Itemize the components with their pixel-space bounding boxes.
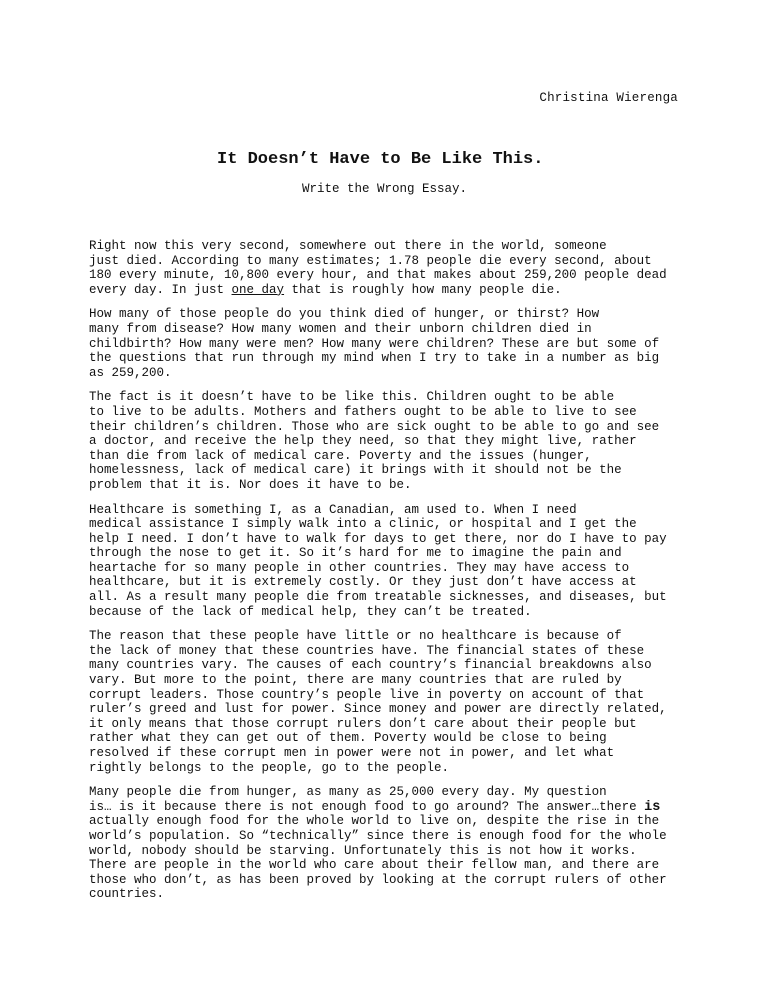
text-line: homelessness, lack of medical care) it brings with it should not be the [89, 463, 622, 478]
text-line: rather what they can get out of them. Poverty would be close to being [89, 731, 607, 746]
text-line: it only means that those corrupt rulers don’t care about their people but [89, 716, 637, 731]
text-line: the lack of money that these countries have. The financial states of these [89, 643, 645, 658]
text-line: to live to be adults. Mothers and fathers ought to be able to live to see [89, 404, 637, 419]
paragraph-5 [89, 629, 689, 775]
text-line: because of the lack of medical help, they can’t be treated. [89, 604, 532, 619]
text-line [89, 283, 689, 298]
text-line: healthcare, but it is extremely costly. Or they just don’t have access at [89, 575, 637, 590]
text-line: The fact is it doesn’t have to be like this. Children ought to be able [89, 390, 615, 405]
text-line: their children’s children. Those who are sick ought to be able to go and see [89, 419, 660, 434]
text-line: vary. But more to the point, there are many countries that are ruled by [89, 673, 622, 688]
bold-word: is [644, 799, 661, 815]
paragraph-2 [89, 307, 689, 380]
essay-subtitle: Write the Wrong Essay. [302, 182, 468, 196]
text-line: problem that it is. Nor does it have to be. [89, 477, 412, 492]
paragraph-1 [89, 239, 689, 297]
paragraph-4 [89, 503, 689, 620]
text-line: just died. According to many estimates; 1.78 people die every second, about [89, 253, 652, 268]
text-segment: every day. In just [89, 282, 232, 297]
paragraph-6 [89, 785, 689, 902]
author-name: Christina Wierenga [539, 91, 678, 105]
text-line: the questions that run through my mind when I try to take in a number as big [89, 351, 660, 366]
text-line: world’s population. So “technically” since there is enough food for the whole [89, 828, 667, 843]
text-line: resolved if these corrupt men in power were not in power, and let what [89, 746, 615, 760]
text-line: world, nobody should be starving. Unfortunately this is not how it works. [89, 843, 637, 858]
text-line: as 259,200. [89, 365, 172, 380]
text-line: many from disease? How many women and their unborn children died in [89, 321, 592, 336]
underlined-phrase: one day [231, 282, 285, 297]
text-line: corrupt leaders. Those country’s people live in poverty on account of that [89, 687, 645, 702]
paragraph-3 [89, 390, 689, 492]
text-line: There are people in the world who care about their fellow man, and there are [89, 858, 660, 873]
text-line: help I need. I don’t have to walk for days to get there, nor do I have to pay [89, 531, 667, 546]
text-line: ruler’s greed and lust for power. Since money and power are directly related, [89, 702, 667, 717]
text-line: those who don’t, as has been proved by looking at the corrupt rulers of other [89, 872, 667, 887]
text-line: than die from lack of medical care. Poverty and the issues (hunger, [89, 448, 592, 463]
text-line: actually enough food for the whole world to live on, despite the rise in the [89, 814, 660, 829]
text-line: many countries vary. The causes of each country’s financial breakdowns also [89, 658, 652, 673]
text-line: How many of those people do you think died of hunger, or thirst? How [89, 307, 600, 322]
essay-body [89, 239, 689, 912]
text-line: rightly belongs to the people, go to the people. [89, 760, 450, 775]
text-line: heartache for so many people in other countries. They may have access to [89, 560, 630, 575]
text-line: childbirth? How many were men? How many were children? These are but some of [89, 336, 660, 351]
text-line: all. As a result many people die from treatable sicknesses, and diseases, but [89, 590, 667, 605]
text-line: Many people die from hunger, as many as 25,000 every day. My question [89, 785, 607, 800]
essay-title: It Doesn’t Have to Be Like This. [217, 150, 544, 169]
text-line: a doctor, and receive the help they need, so that they might live, rather [89, 434, 637, 449]
text-line [89, 800, 689, 815]
text-line: The reason that these people have little or no healthcare is because of [89, 629, 622, 644]
text-line: countries. [89, 887, 165, 902]
text-line: medical assistance I simply walk into a clinic, or hospital and I get the [89, 517, 637, 532]
text-segment: that is roughly how many people die. [284, 282, 562, 297]
text-line: Healthcare is something I, as a Canadian, am used to. When I need [89, 502, 577, 517]
text-segment: is… is it because there is not enough food to go around? The answer…there [89, 799, 645, 814]
text-line: through the nose to get it. So it’s hard for me to imagine the pain and [89, 546, 622, 561]
text-line: Right now this very second, somewhere out there in the world, someone [89, 239, 607, 253]
text-line: 180 every minute, 10,800 every hour, and that makes about 259,200 people dead [89, 268, 667, 283]
